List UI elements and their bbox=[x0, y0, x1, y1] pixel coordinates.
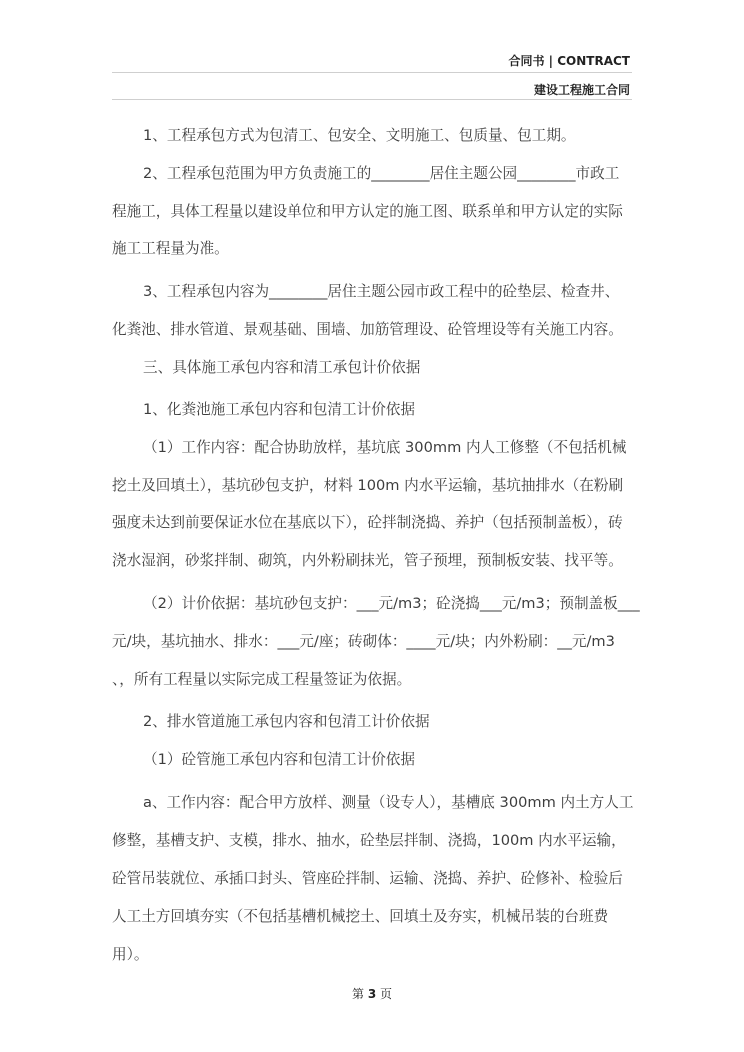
text-line-6: 化粪池、排水管道、景观基础、围墙、加筋管理设、砼管埋设等有关施工内容。 bbox=[112, 321, 623, 338]
page-number-suffix: 页 bbox=[380, 987, 393, 1001]
text-line-19: 修整，基槽支护、支模，排水、抽水，砼垫层拌制、浇捣，100m 内水平运输， bbox=[112, 832, 626, 849]
text-line-3: 程施工，具体工程量以建设单位和甲方认定的施工图、联系单和甲方认定的实际 bbox=[112, 203, 623, 220]
section-heading: 三、具体施工承包内容和清工承包计价依据 bbox=[143, 359, 421, 376]
text-line-22: 用）。 bbox=[112, 946, 149, 963]
text-line-20: 砼管吊装就位、承插口封头、管座砼拌制、运输、浇捣、养护、砼修补、检验后 bbox=[112, 870, 623, 887]
text-line-15: 、，所有工程量以实际完成工程量签证为依据。 bbox=[112, 671, 412, 688]
page-footer bbox=[0, 985, 744, 1002]
subsection-heading-3: （1）砼管施工承包内容和包清工计价依据 bbox=[143, 751, 415, 768]
subsection-heading-1: 1、化粪池施工承包内容和包清工计价依据 bbox=[143, 401, 415, 418]
header-divider-top bbox=[112, 72, 632, 73]
text-line-5: 3、工程承包内容为________居住主题公园市政工程中的砼垫层、检查井、 bbox=[143, 283, 620, 300]
text-line-12: 浇水湿润，砂浆拌制、砌筑，内外粉刷抹光，管子预埋，预制板安装、找平等。 bbox=[112, 552, 623, 569]
page-number: 3 bbox=[367, 987, 377, 1001]
header-divider-bottom bbox=[112, 99, 632, 100]
subsection-heading-2: 2、排水管道施工承包内容和包清工计价依据 bbox=[143, 713, 430, 730]
text-line-14: 元/块，基坑抽水、排水：___元/座；砖砌体：____元/块；内外粉刷：__元/m3 bbox=[112, 633, 615, 650]
text-line-18: a、工作内容：配合甲方放样、测量（设专人），基槽底 300mm 内土方人工 bbox=[143, 794, 634, 811]
text-line-10: 挖土及回填土），基坑砂包支护，材料 100m 内水平运输，基坑抽排水（在粉刷 bbox=[112, 477, 624, 494]
text-line-13: （2）计价依据：基坑砂包支护：___元/m3；砼浇捣___元/m3；预制盖板___ bbox=[143, 595, 640, 612]
header-doc-title: 建设工程施工合同 bbox=[533, 83, 630, 97]
text-line-9: （1）工作内容：配合协助放样，基坑底 300mm 内人工修整（不包括机械 bbox=[143, 439, 627, 456]
text-line-11: 强度未达到前要保证水位在基底以下），砼拌制浇捣、养护（包括预制盖板），砖 bbox=[112, 514, 623, 531]
page-number-prefix: 第 bbox=[351, 987, 364, 1001]
text-line-21: 人工土方回填夯实（不包括基槽机械挖土、回填土及夯实，机械吊装的台班费 bbox=[112, 908, 609, 925]
text-line-2: 2、工程承包范围为甲方负责施工的________居住主题公园________市政工 bbox=[143, 165, 620, 182]
text-line-4: 施工工程量为准。 bbox=[112, 240, 229, 257]
text-line-1: 1、工程承包方式为包清工、包安全、文明施工、包质量、包工期。 bbox=[143, 127, 576, 144]
header-brand: 合同书 | CONTRACT bbox=[508, 54, 630, 68]
